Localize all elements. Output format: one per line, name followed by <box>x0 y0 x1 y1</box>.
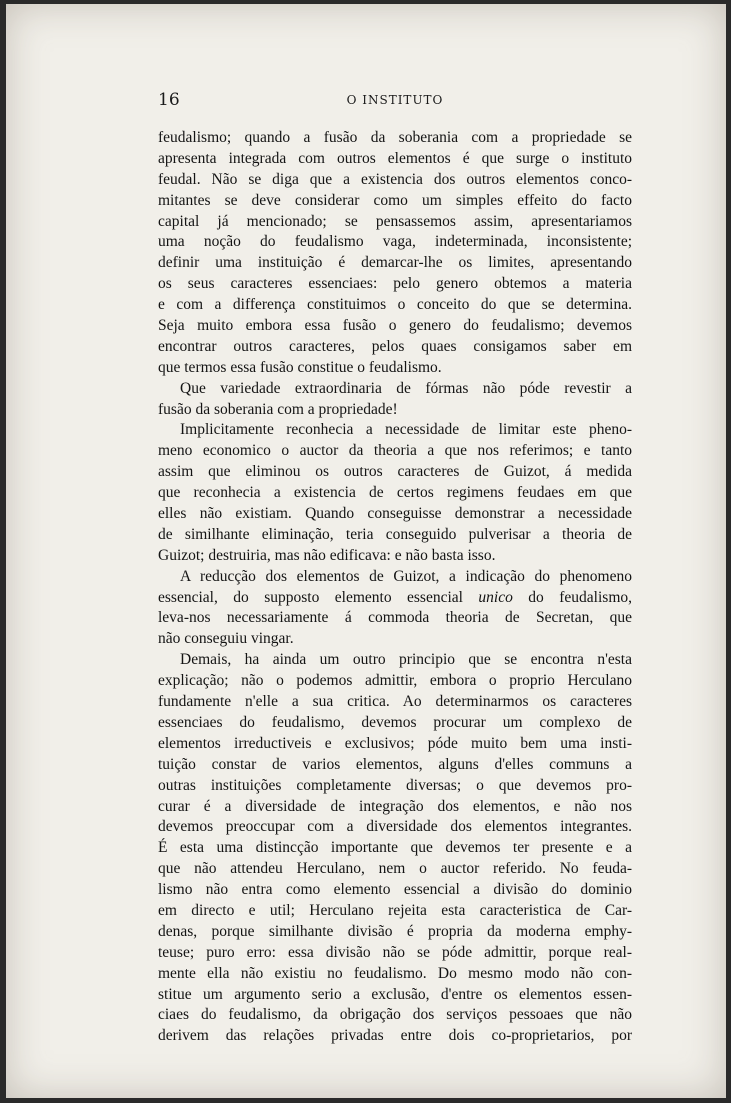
text-line: Demais, ha ainda um outro principio que se encontra n'esta <box>180 651 632 669</box>
text-line: fusão da soberania com a propriedade! <box>158 400 398 418</box>
text-line: explicação; não o podemos admittir, embora o proprio Herculano <box>158 672 632 690</box>
running-head <box>158 90 632 112</box>
text-line: É esta uma distincção importante que devemos ter presente e a <box>158 839 632 857</box>
text-segment: do feudalismo, <box>512 588 632 606</box>
text-line: elles não existiam. Quando conseguisse demonstrar a necessidade <box>158 505 632 523</box>
text-line: outras instituições completamente diversas; o que devemos pro- <box>158 776 632 794</box>
text-line: Seja muito embora essa fusão o genero do feudalismo; devemos <box>158 317 632 335</box>
text-line: stitue um argumento serio a exclusão, d'entre os elementos essen- <box>158 985 632 1003</box>
text-line: lismo não entra como elemento essencial a divisão do dominio <box>158 881 632 899</box>
text-line: feudal. Não se diga que a existencia dos outros elementos conco- <box>158 170 632 188</box>
paragraph <box>158 379 632 421</box>
text-line: Implicitamente reconhecia a necessidade de limitar este pheno- <box>180 421 632 439</box>
text-line: derivem das relações privadas entre dois co-proprietarios, por <box>158 1027 632 1045</box>
text-line: os seus caracteres essenciaes: pelo genero obtemos a materia <box>158 275 632 293</box>
text-line: feudalismo; quando a fusão da soberania com a propriedade se <box>158 129 632 146</box>
text-line: fundamente n'elle a sua critica. Ao determinarmos os caracteres <box>158 693 632 711</box>
text-line: uma noção do feudalismo vaga, indeterminada, inconsistente; <box>158 233 632 251</box>
text-line: curar é a diversidade de integração dos elementos, e não nos <box>158 797 632 815</box>
text-line: tuição constar de varios elementos, alguns d'elles communs a <box>158 755 632 773</box>
text-line: A reducção dos elementos de Guizot, a indicação do phenomeno <box>180 567 632 585</box>
text-line: assim que eliminou os outros caracteres de Guizot, á medida <box>158 463 632 481</box>
text-line <box>158 588 632 609</box>
text-segment: essencial, do supposto elemento essencial <box>158 588 479 606</box>
running-title: O INSTITUTO <box>346 93 444 107</box>
text-line: essenciaes do feudalismo, devemos procurar um complexo de <box>158 713 632 731</box>
text-line: denas, porque similhante divisão é propria da moderna emphy- <box>158 922 632 940</box>
text-line: ciaes do feudalismo, da obrigação dos serviços pessoaes que não <box>158 1006 632 1024</box>
text-line: em directo e util; Herculano rejeita esta caracteristica de Car- <box>158 901 632 919</box>
text-line: que reconhecia a existencia de certos regimens feudaes em que <box>158 484 632 502</box>
text-line: leva-nos necessariamente á commoda theoria de Secretan, que <box>158 609 632 627</box>
text-line: teuse; puro erro: essa divisão não se póde admittir, porque real- <box>158 943 632 961</box>
text-line: meno economico o auctor da theoria a que nos referimos; e tanto <box>158 442 632 460</box>
book-page <box>6 4 726 1098</box>
paragraph <box>158 420 632 566</box>
text-line: capital já mencionado; se pensassemos assim, apresentariamos <box>158 212 632 230</box>
text-line: que não attendeu Herculano, nem o auctor referido. No feuda- <box>158 860 632 878</box>
text-line: que termos essa fusão constitue o feudalismo. <box>158 358 442 376</box>
text-line: devemos preoccupar com a diversidade dos elementos integrantes. <box>158 818 632 836</box>
text-line: Guizot; destruiria, mas não edificava: e não basta isso. <box>158 546 496 564</box>
text-line: elementos irreductiveis e exclusivos; póde muito bem uma insti- <box>158 734 632 752</box>
body-text <box>158 128 632 1047</box>
paragraph <box>158 650 632 1047</box>
text-line: definir uma instituição é demarcar-lhe os limites, apresentando <box>158 254 632 272</box>
text-line: Que variedade extraordinaria de fórmas não póde revestir a <box>180 379 632 397</box>
paragraph <box>158 128 632 379</box>
text-line: mente ella não existiu no feudalismo. Do mesmo modo não con- <box>158 964 632 982</box>
text-line: não conseguiu vingar. <box>158 630 294 648</box>
text-line: apresenta integrada com outros elementos é que surge o instituto <box>158 149 632 167</box>
text-line: de similhante eliminação, teria conseguido pulverisar a theoria de <box>158 525 632 543</box>
paragraph <box>158 567 632 651</box>
page-number: 16 <box>158 90 180 110</box>
text-line: encontrar outros caracteres, pelos quaes consigamos saber em <box>158 337 632 355</box>
text-line: mitantes se deve considerar como um simples effeito do facto <box>158 191 632 209</box>
text-line: e com a differença constituimos o conceito do que se determina. <box>158 296 632 314</box>
italic-word: unico <box>478 588 513 606</box>
